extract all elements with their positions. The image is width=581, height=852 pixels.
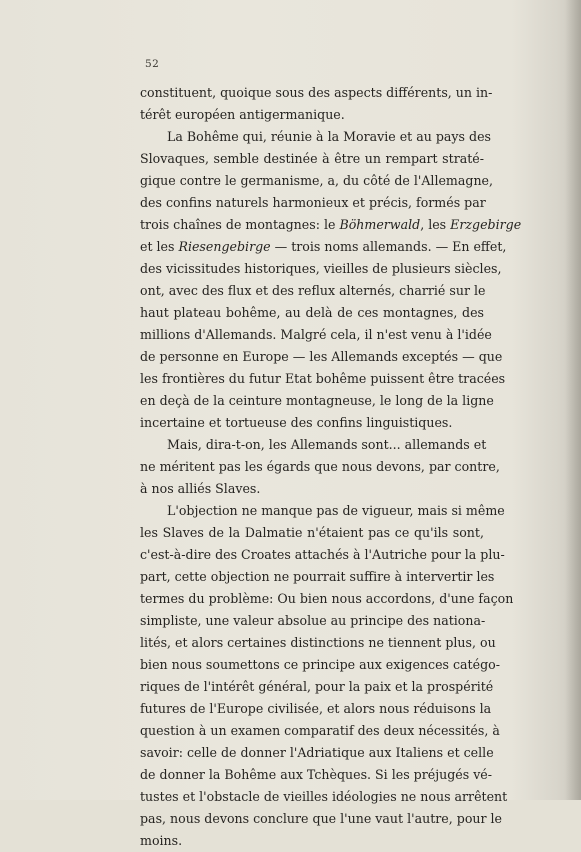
text-line [140,148,484,170]
text-line [140,698,492,720]
text-segment: bien nous soumettons ce principe aux exigences catégo- [140,657,500,672]
text-line [140,280,484,302]
text-segment: La Bohême qui, réunie à la Moravie et au pays des [167,129,491,144]
text-line [140,764,493,786]
text-line [140,236,507,258]
text-segment: constituent, quoique sous des aspects différents, un in- [140,85,493,100]
text-segment: — trois noms allemands. — En effet, [270,239,507,254]
text-segment: moins. [140,833,183,848]
text-line [140,830,484,852]
text-line [140,808,503,830]
text-segment: et les [140,239,179,254]
text-segment: en deçà de la ceinture montagneuse, le long de la ligne [140,393,494,408]
text-line [140,412,484,434]
text-line [140,720,500,742]
text-segment: question à un examen comparatif des deux nécessités, à [140,723,500,738]
body-text [140,82,522,852]
text-segment: termes du problème: Ou bien nous accordons, d'une façon [140,591,514,606]
text-segment: ne méritent pas les égards que nous devons, par contre, [140,459,500,474]
text-segment: de personne en Europe — les Allemands exceptés — que [140,349,503,364]
text-segment: riques de l'intérêt général, pour la paix et la prospérité [140,679,494,694]
text-line [140,434,487,456]
binding-shadow [565,0,581,800]
text-segment: Slovaques, semble destinée à être un rempart straté- [140,151,484,166]
text-segment: futures de l'Europe civilisée, et alors nous réduisons la [140,701,492,716]
text-segment: haut plateau bohême, au delà de ces montagnes, des [140,305,484,320]
text-line [140,566,495,588]
text-segment: incertaine et tortueuse des confins linguistiques. [140,415,453,430]
text-segment: simpliste, une valeur absolue au principe des nationa- [140,613,486,628]
text-line [140,82,493,104]
text-segment: part, cette objection ne pourrait suffire à intervertir les [140,569,495,584]
text-line [140,742,494,764]
text-segment: à nos alliés Slaves. [140,481,261,496]
text-segment: c'est-à-dire des Croates attachés à l'Autriche pour la plu- [140,547,505,562]
text-line [140,654,500,676]
text-line [140,522,484,544]
text-line [140,786,508,808]
italic-term: Riesengebirge [178,239,271,254]
text-line [140,104,484,126]
text-segment: gique contre le germanisme, a, du côté de l'Allemagne, [140,173,494,188]
text-segment: ont, avec des flux et des reflux alternés, charrié sur le [140,283,486,298]
text-line [140,500,505,522]
text-segment: des vicissitudes historiques, vieilles de plusieurs siècles, [140,261,502,276]
text-line [140,214,522,236]
text-segment: L'objection ne manque pas de vigueur, mais si même [167,503,505,518]
text-line [140,192,484,214]
text-line [140,258,502,280]
text-line [140,170,494,192]
text-line [140,346,503,368]
italic-term: Erzgebirge [450,217,522,232]
text-line [140,676,494,698]
text-line [140,610,484,632]
text-segment: lités, et alors certaines distinctions ne tiennent plus, ou [140,635,496,650]
text-segment: des confins naturels harmonieux et précis, formés par [140,195,486,210]
text-line [140,324,492,346]
text-line [140,390,494,412]
text-segment: , les [420,217,451,232]
text-line [140,478,484,500]
text-line [140,456,500,478]
text-line [140,126,491,148]
text-segment: de donner la Bohême aux Tchèques. Si les préjugés vé- [140,767,493,782]
page-number: 52 [145,58,160,70]
text-segment: les Slaves de la Dalmatie n'étaient pas ce qu'ils sont, [140,525,484,540]
text-segment: les frontières du futur Etat bohême puissent être tracées [140,371,506,386]
text-segment: pas, nous devons conclure que l'une vaut l'autre, pour le [140,811,503,826]
text-segment: trois chaînes de montagnes: le [140,217,340,232]
italic-term: Böhmerwald [339,217,421,232]
text-segment: térêt européen antigermanique. [140,107,345,122]
text-line [140,588,514,610]
text-segment: tustes et l'obstacle de vieilles idéologies ne nous arrêtent [140,789,508,804]
text-segment: savoir: celle de donner l'Adriatique aux Italiens et celle [140,745,494,760]
text-line [140,632,496,654]
text-segment: millions d'Allemands. Malgré cela, il n'est venu à l'idée [140,327,492,342]
text-line [140,368,506,390]
text-line [140,302,484,324]
text-segment: Mais, dira-t-on, les Allemands sont... allemands et [167,437,487,452]
text-line [140,544,505,566]
